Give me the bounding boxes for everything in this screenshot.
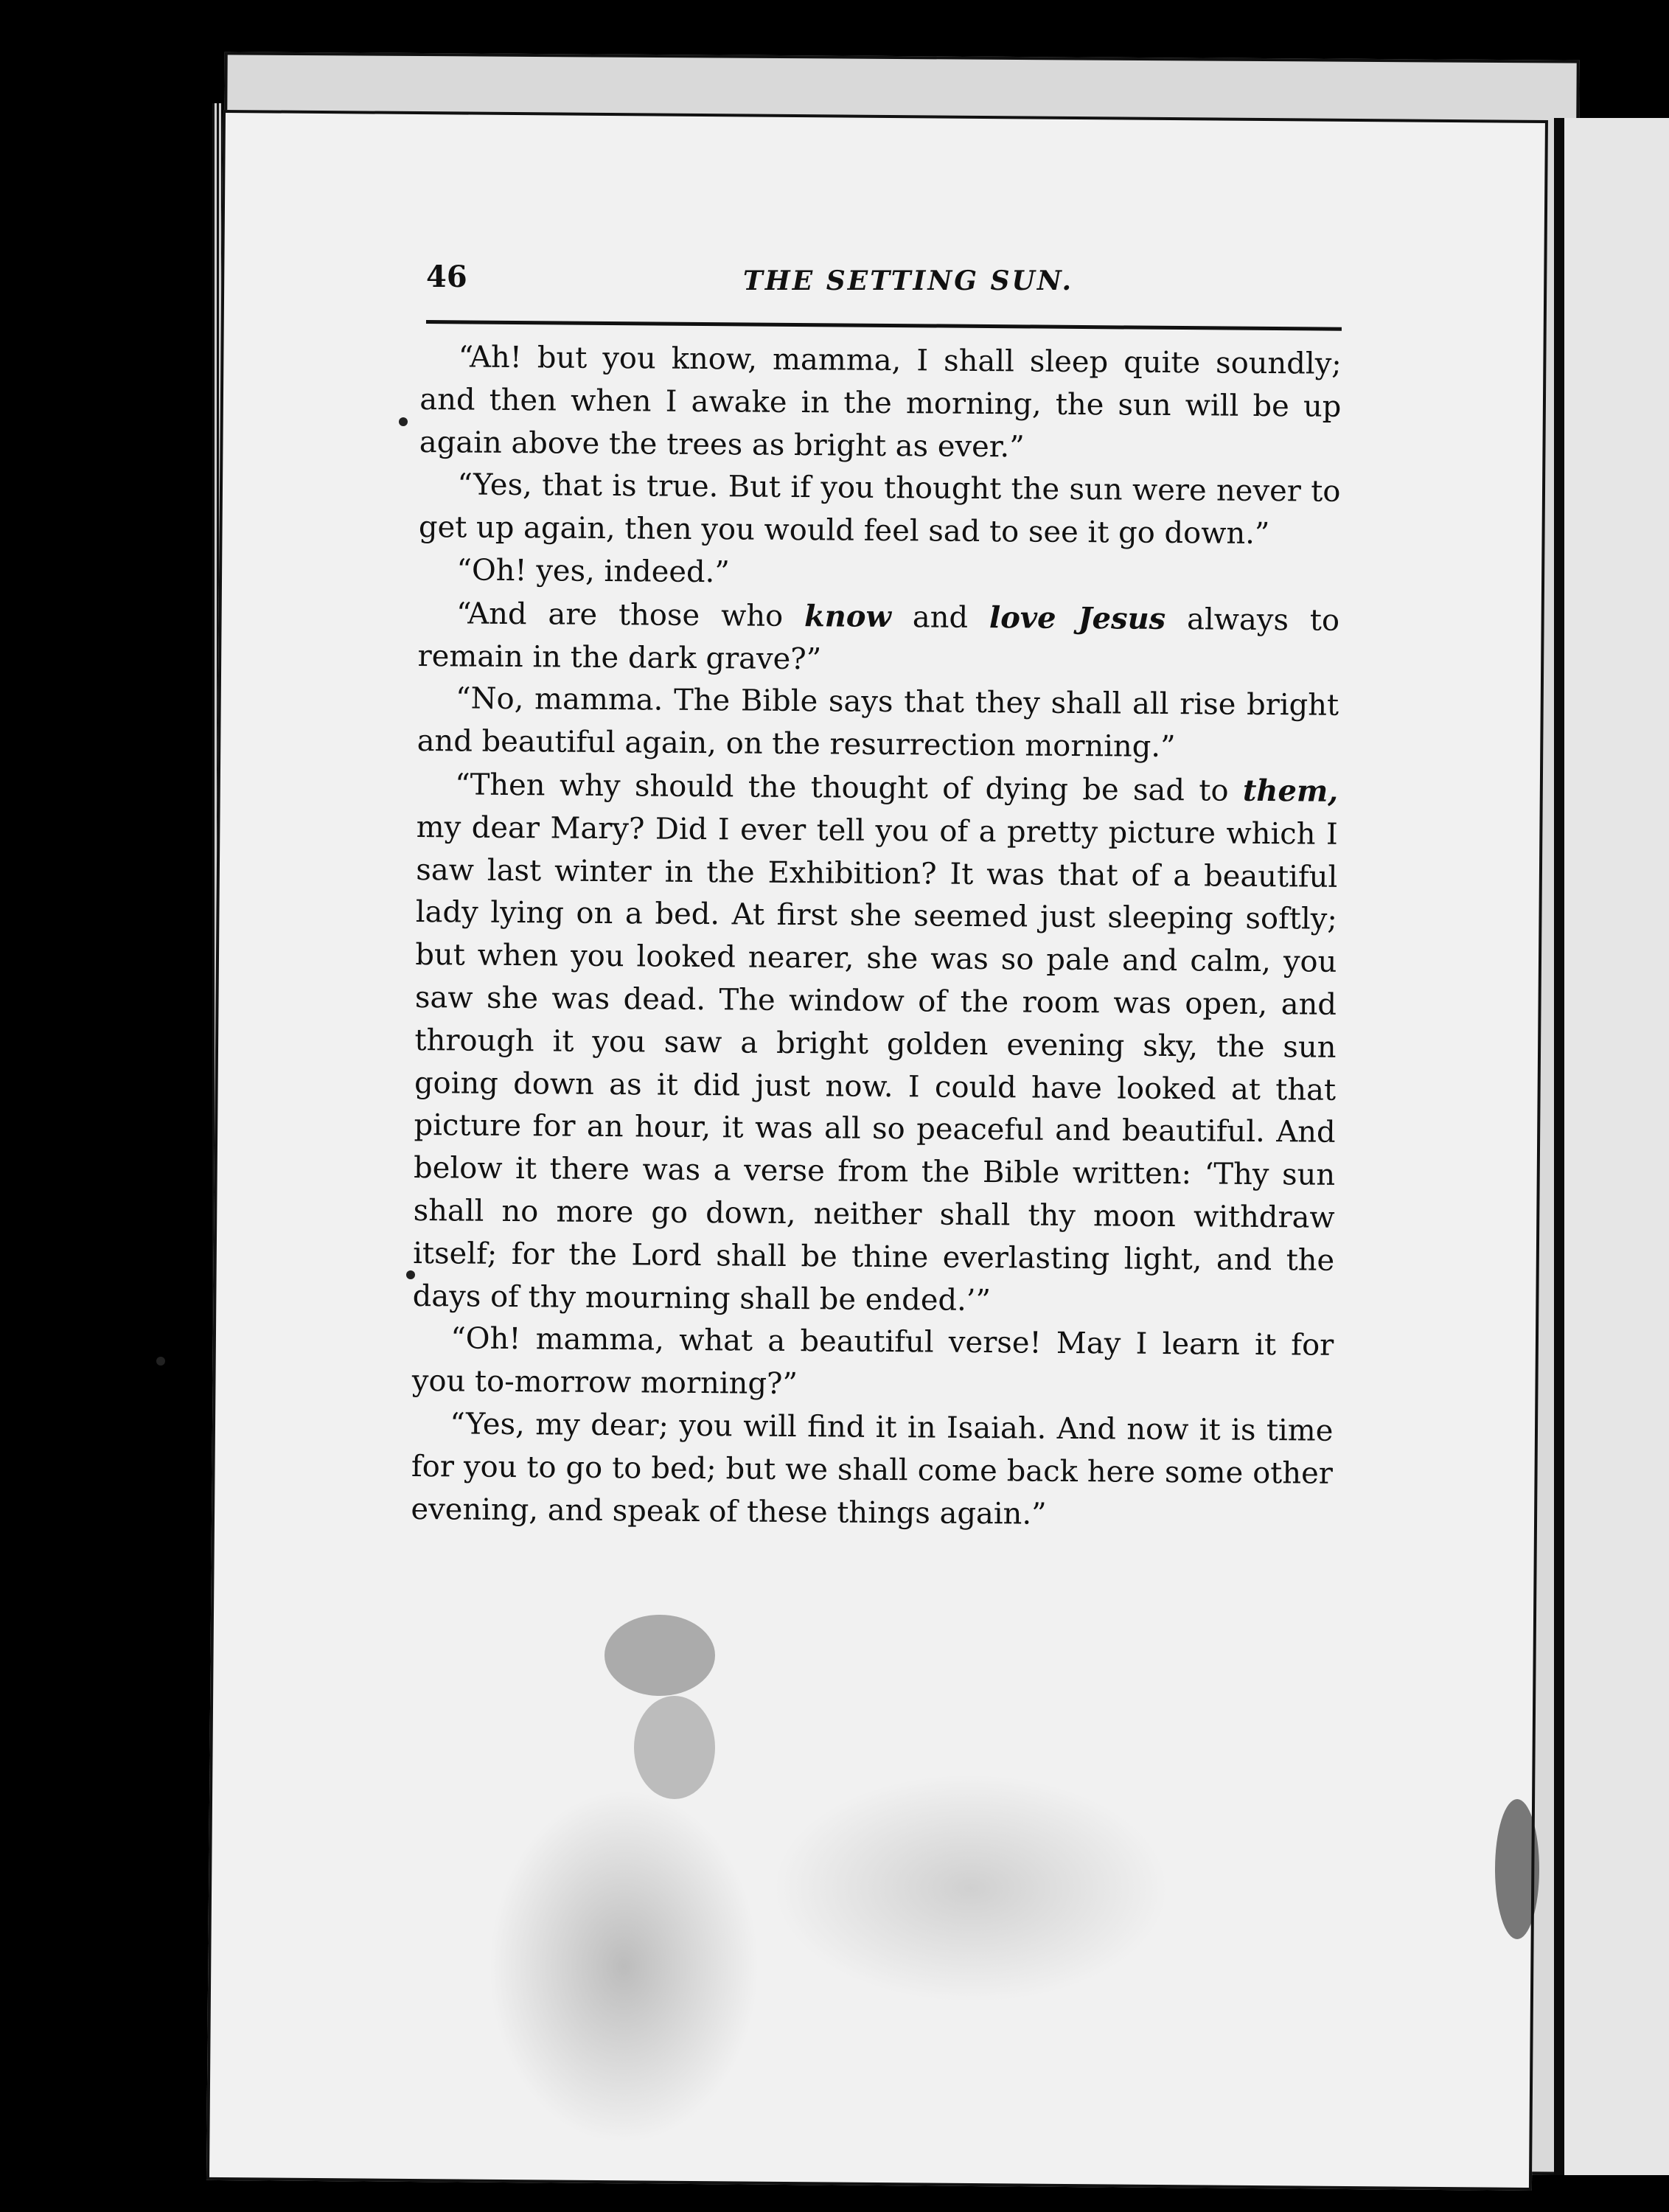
emphasis-love-jesus: love Jesus xyxy=(989,599,1166,636)
emphasis-know: know xyxy=(804,598,892,634)
paragraph: “No, mamma. The Bible says that they shall all rise bright and beautiful again, on the resurrection morning.” xyxy=(417,681,1339,765)
emphasis-them: them, xyxy=(1242,773,1339,809)
ink-smudge xyxy=(604,1615,715,1696)
ink-speck xyxy=(156,1357,165,1366)
text-run: “Then why should the thought of dying be sad to xyxy=(455,768,1244,808)
text-run: my dear Mary? Did I ever tell you of a pretty picture which I saw last winter in the Exhibition? It was that of a beautiful lady lying on a bed. At first she seemed just sleeping softly; but when you looked nearer, she was so pale and calm, you saw she was dead. The window of the room was open, and through it you saw a bright golden evening sky, the sun going down as it did just now. I could have looked at that picture for an hour, it was all so peaceful and beautiful. And below it there was a verse from the Bible written: ‘Thy sun shall no more go down, neither shall thy moon withdraw itself; for the Lord shall be thine everlasting light, and the days of thy mourning shall be ended.’” xyxy=(412,810,1338,1318)
text-run: always to remain in the dark grave?” xyxy=(417,602,1340,676)
paragraph: “Ah! but you know, mamma, I shall sleep quite soundly; and then when I awake in the morning, the sun will be up again above the trees as bright as ever.” xyxy=(419,340,1342,465)
paragraph: “Yes, that is true. But if you thought the sun were never to get up again, then you would feel sad to see it go down.” xyxy=(418,467,1341,552)
paragraph xyxy=(417,592,1339,685)
text-run: “And are those who xyxy=(456,597,805,633)
paragraph: “Oh! yes, indeed.” xyxy=(456,553,730,590)
page-header xyxy=(426,260,1340,304)
running-head: THE SETTING SUN. xyxy=(743,265,1074,296)
facing-page-edge xyxy=(1554,118,1669,2175)
ink-smudge xyxy=(634,1696,715,1799)
text-run: and xyxy=(891,599,990,635)
page-number: 46 xyxy=(426,260,467,294)
paragraph: “Oh! mamma, what a beautiful verse! May I learn it for you to-morrow morning?” xyxy=(411,1321,1334,1402)
ink-smudge xyxy=(1495,1799,1539,1939)
body-text xyxy=(411,336,1342,1538)
ink-speck xyxy=(399,417,408,426)
paragraph xyxy=(413,763,1339,1325)
paragraph: “Yes, my dear; you will find it in Isaiah. And now it is time for you to go to bed; but we shall come back here some other evening, and speak of these things again.” xyxy=(411,1407,1334,1531)
